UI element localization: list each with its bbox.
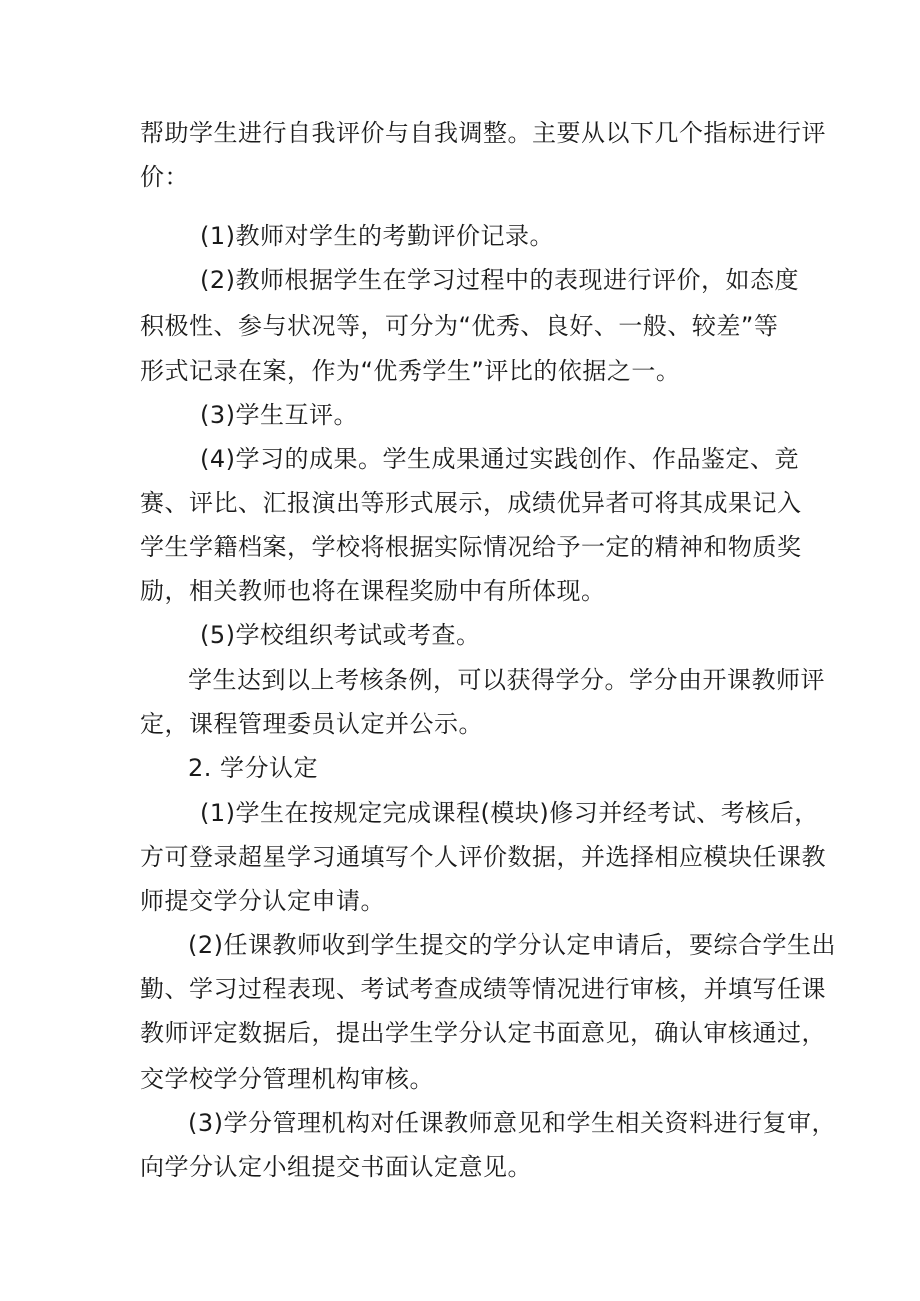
text-line: 励，相关教师也将在课程奖励中有所体现。: [140, 577, 606, 605]
text-line: 向学分认定小组提交书面认定意见。: [140, 1153, 532, 1181]
text-line: 学生学籍档案，学校将根据实际情况给予一定的精神和物质奖: [140, 533, 802, 561]
text-line: 定，课程管理委员认定并公示。: [140, 710, 483, 738]
text-line: 方可登录超星学习通填写个人评价数据，并选择相应模块任课教: [140, 843, 826, 871]
text-line: 师提交学分认定申请。: [140, 887, 385, 915]
text-line: (4)学习的成果。学生成果通过实践创作、作品鉴定、竞: [200, 445, 799, 473]
text-line: 教师评定数据后，提出学生学分认定书面意见，确认审核通过，: [140, 1019, 826, 1047]
text-line: 交学校学分管理机构审核。: [140, 1065, 434, 1093]
text-line: (1)教师对学生的考勤评价记录。: [200, 222, 554, 250]
text-line: 帮助学生进行自我评价与自我调整。主要从以下几个指标进行评: [140, 119, 826, 147]
text-line: (3)学生互评。: [200, 401, 358, 429]
text-line: (2)任课教师收到学生提交的学分认定申请后，要综合学生出: [188, 931, 836, 959]
text-line: 学生达到以上考核条例，可以获得学分。学分由开课教师评: [188, 666, 825, 694]
text-line: (5)学校组织考试或考查。: [200, 621, 481, 649]
text-line: (2)教师根据学生在学习过程中的表现进行评价，如态度: [200, 266, 799, 294]
text-line: 勤、学习过程表现、考试考查成绩等情况进行审核，并填写任课: [140, 975, 826, 1003]
text-line: 积极性、参与状况等，可分为“优秀、良好、一般、较差”等: [140, 312, 779, 340]
text-line: 形式记录在案，作为“优秀学生”评比的依据之一。: [140, 357, 681, 385]
section-heading: 2. 学分认定: [188, 754, 319, 782]
text-line: (3)学分管理机构对任课教师意见和学生相关资料进行复审，: [188, 1109, 836, 1137]
text-line: 价：: [140, 163, 189, 191]
text-line: (1)学生在按规定完成课程(模块)修习并经考试、考核后，: [200, 799, 819, 827]
text-line: 赛、评比、汇报演出等形式展示，成绩优异者可将其成果记入: [140, 489, 802, 517]
